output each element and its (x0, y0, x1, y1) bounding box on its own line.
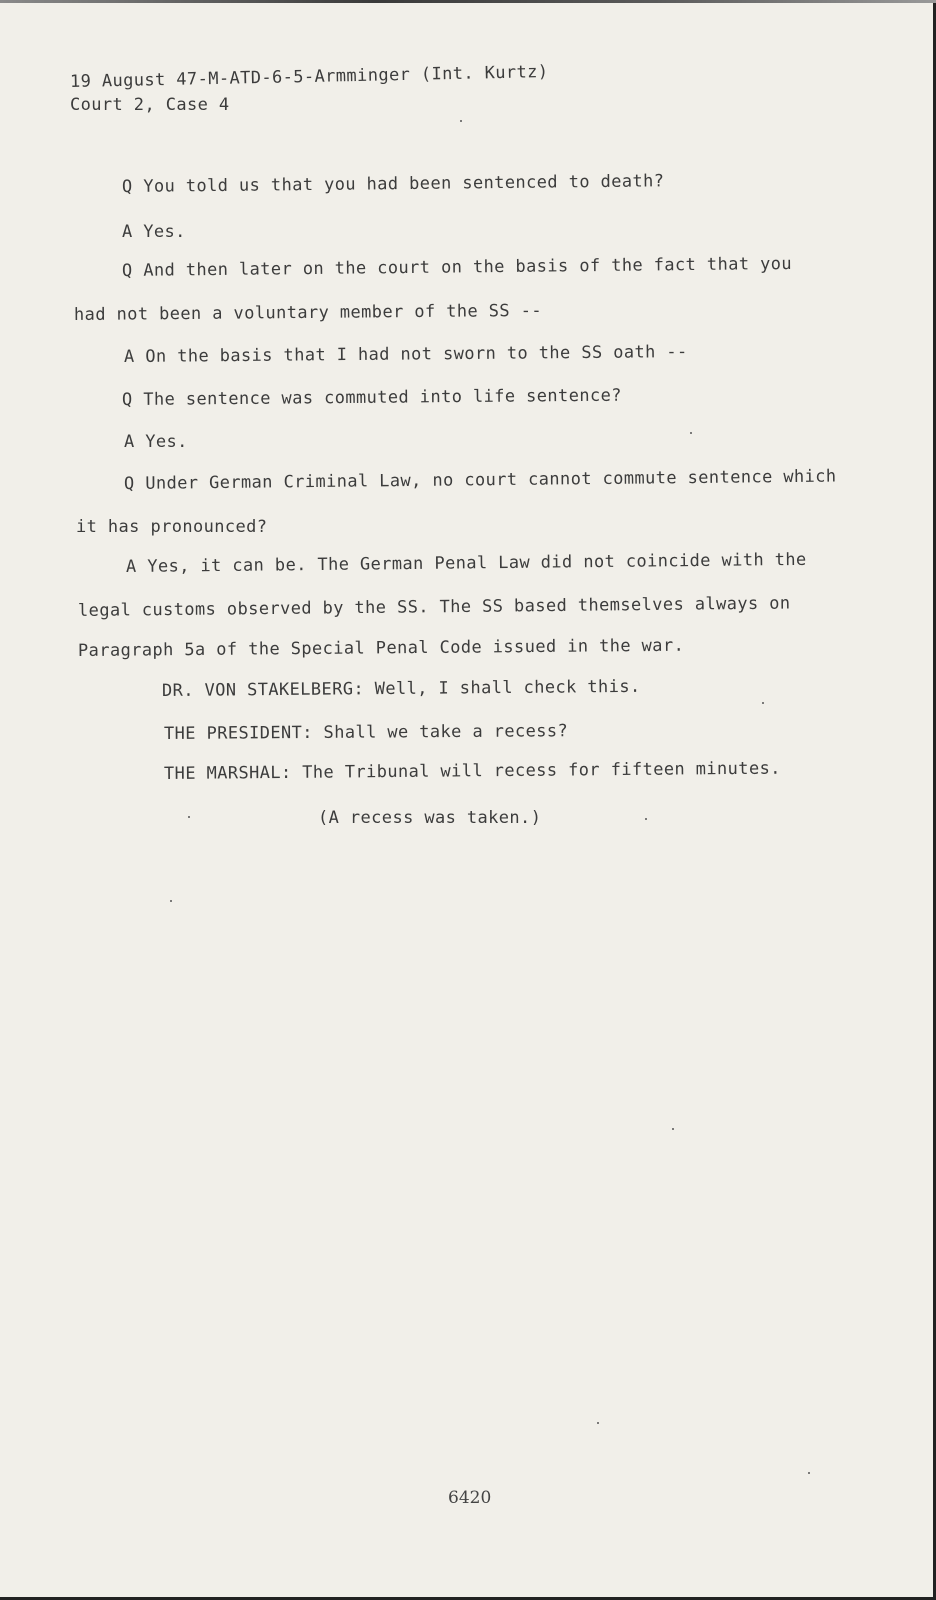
header-line-1: 19 August 47-M-ATD-6-5-Armminger (Int. Kurtz) (69, 61, 549, 92)
paper-speck (672, 1128, 674, 1130)
header-line-2: Court 2, Case 4 (70, 95, 230, 115)
page-top-edge (0, 0, 936, 3)
transcript-line: Paragraph 5a of the Special Penal Code issued in the war. (77, 635, 685, 661)
transcript-line: it has pronounced? (76, 517, 268, 537)
transcript-line: THE PRESIDENT: Shall we take a recess? (163, 721, 569, 744)
paper-speck (690, 432, 692, 434)
transcript-line: THE MARSHAL: The Tribunal will recess for fifteen minutes. (163, 758, 781, 784)
transcript-line: had not been a voluntary member of the SS -- (73, 300, 543, 325)
transcript-line: DR. VON STAKELBERG: Well, I shall check this. (161, 676, 641, 701)
transcript-line: Q And then later on the court on the basis of the fact that you (121, 253, 793, 281)
transcript-line: (A recess was taken.) (318, 808, 542, 828)
paper-speck (808, 1472, 810, 1474)
transcript-line: A Yes, it can be. The German Penal Law did not coincide with the (125, 549, 807, 577)
paper-speck (762, 702, 764, 704)
transcript-line: legal customs observed by the SS. The SS based themselves always on (77, 593, 791, 621)
paper-speck (645, 818, 647, 820)
paper-speck (188, 816, 190, 818)
transcript-line: Q Under German Criminal Law, no court cannot commute sentence which (123, 466, 837, 494)
paper-speck (170, 900, 172, 902)
transcript-line: A On the basis that I had not sworn to the SS oath -- (123, 342, 688, 367)
paper-speck (460, 120, 462, 122)
page-number: 6420 (448, 1488, 492, 1508)
transcript-line: A Yes. (122, 222, 186, 242)
transcript-line: Q You told us that you had been sentenced to death? (121, 171, 665, 197)
transcript-line: A Yes. (124, 432, 188, 452)
paper-speck (597, 1422, 599, 1424)
transcript-line: Q The sentence was commuted into life sentence? (121, 385, 622, 410)
